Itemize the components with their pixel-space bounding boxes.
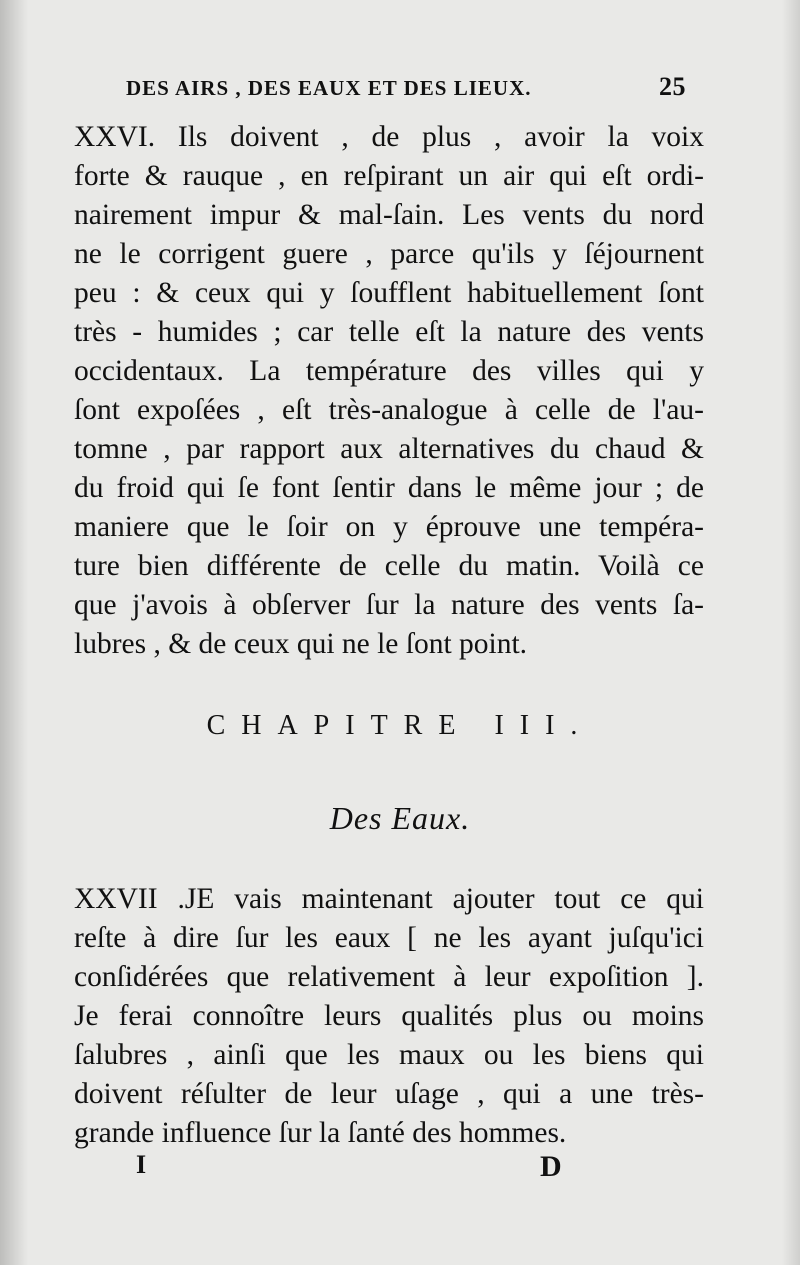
text-line: lubres , & de ceux qui ne le ſont point. [74, 628, 528, 660]
text-line: occidentaux. La température des villes qui y [74, 355, 704, 387]
text-line: reſte à dire ſur les eaux [ ne les ayant juſqu'ici [74, 922, 704, 954]
running-head [126, 72, 686, 102]
text-line: grande influence ſur la ſanté des hommes. [74, 1117, 567, 1149]
text-line: peu : & ceux qui y ſoufflent habituellement ſont [74, 277, 704, 309]
chapter-subtitle: Des Eaux. [329, 800, 471, 836]
text-line: ture bien différente de celle du matin. Voilà ce [74, 550, 704, 582]
signature-number: I [136, 1150, 147, 1179]
text-line: Je ferai connoître leurs qualités plus ou moins [74, 1000, 704, 1032]
text-line: que j'avois à obſerver ſur la nature des vents ſa- [74, 589, 704, 621]
text-line: ſalubres , ainſi que les maux ou les biens qui [74, 1039, 704, 1071]
chapter-heading: CHAPITRE III. [206, 710, 594, 741]
page-number: 25 [659, 72, 686, 101]
text-line: nairement impur & mal-ſain. Les vents du nord [74, 199, 704, 231]
text-line: maniere que le ſoir on y éprouve une tempéra- [74, 511, 704, 543]
text-line: XXVI. Ils doivent , de plus , avoir la voix [74, 121, 704, 153]
running-title: DES AIRS , DES EAUX ET DES LIEUX. [126, 76, 532, 100]
text-line: ſont expoſées , eſt très-analogue à celle de l'au- [74, 394, 704, 426]
text-line: tomne , par rapport aux alternatives du chaud & [74, 433, 704, 465]
text-line: doivent réſulter de leur uſage , qui a une très- [74, 1078, 704, 1110]
signature-letter: D [540, 1150, 562, 1183]
text-line: ne le corrigent guere , parce qu'ils y ſéjournent [74, 238, 704, 270]
text-line: XXVII .JE vais maintenant ajouter tout ce qui [74, 883, 704, 915]
text-line: du froid qui ſe font ſentir dans le même jour ; de [74, 472, 704, 504]
text-line: conſidérées que relativement à leur expoſition ]. [74, 961, 704, 993]
text-line: très - humides ; car telle eſt la nature des vents [74, 316, 704, 348]
text-line: forte & rauque , en reſpirant un air qui eſt ordi- [74, 160, 704, 192]
